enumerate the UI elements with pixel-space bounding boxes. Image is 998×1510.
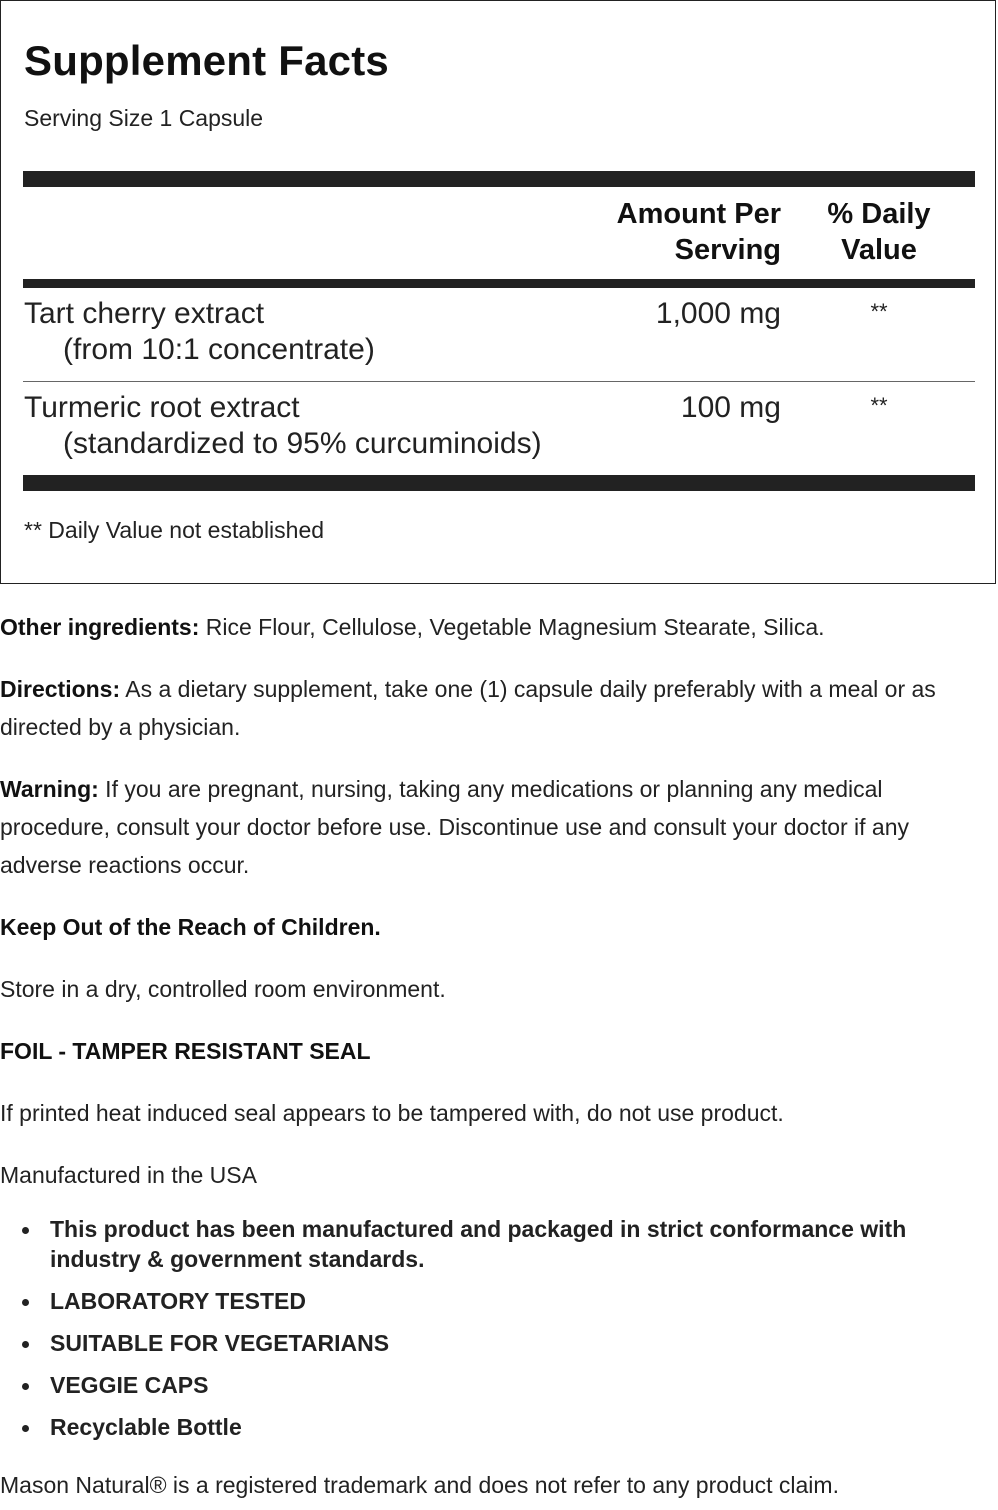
other-ingredients (0, 608, 996, 646)
other-ingredients-text: Rice Flour, Cellulose, Vegetable Magnesium Stearate, Silica. (199, 614, 825, 640)
nutrient-name: Turmeric root extract (24, 391, 300, 424)
directions (0, 670, 996, 746)
nutrient-name: Tart cherry extract (24, 297, 265, 330)
list-item (0, 1370, 996, 1400)
foil-seal-heading (0, 1032, 996, 1070)
header-divider (23, 279, 975, 288)
nutrient-subtext: (standardized to 95% curcuminoids) (63, 427, 542, 460)
supplement-facts-panel (0, 0, 996, 584)
warning-text: If you are pregnant, nursing, taking any medications or planning any medical procedure, consult your doctor before use. Discontinue use and consult your doctor if any adverse reactions occur. (0, 776, 910, 878)
facts-title: Supplement Facts (24, 37, 389, 84)
amount-header-line2: Serving (674, 234, 781, 266)
dv-header-line1: % Daily (827, 198, 931, 230)
bullet-icon (22, 1341, 29, 1348)
other-ingredients-label: Other ingredients: (0, 614, 200, 640)
list-item-text: Recyclable Bottle (50, 1414, 242, 1440)
feature-list (0, 1214, 996, 1454)
dv-header-line2: Value (841, 234, 917, 266)
amount-per-serving-header (617, 196, 781, 268)
list-item (0, 1286, 996, 1316)
list-item-text: LABORATORY TESTED (50, 1288, 306, 1314)
keep-out-of-reach (0, 908, 996, 946)
bullet-icon (22, 1425, 29, 1432)
nutrient-daily-value: ** (870, 393, 888, 418)
nutrient-subtext: (from 10:1 concentrate) (63, 333, 375, 366)
list-item (0, 1214, 996, 1274)
warning-label: Warning: (0, 776, 99, 802)
manufactured-in: Manufactured in the USA (0, 1162, 257, 1188)
thick-divider-bottom (23, 475, 975, 491)
list-item (0, 1328, 996, 1358)
directions-text: As a dietary supplement, take one (1) capsule daily preferably with a meal or as directed by a physician. (0, 676, 936, 740)
nutrient-amount: 100 mg (680, 391, 781, 424)
daily-value-footnote: ** Daily Value not established (24, 517, 325, 543)
directions-label: Directions: (0, 676, 121, 702)
storage-instructions: Store in a dry, controlled room environment. (0, 976, 446, 1002)
row-divider (23, 381, 975, 382)
serving-size: Serving Size 1 Capsule (24, 105, 264, 131)
daily-value-header (813, 196, 945, 268)
bullet-icon (22, 1383, 29, 1390)
bullet-icon (22, 1299, 29, 1306)
trademark-notice: Mason Natural® is a registered trademark and does not refer to any product claim. (0, 1472, 839, 1498)
warning (0, 770, 970, 884)
list-item-text: SUITABLE FOR VEGETARIANS (50, 1330, 390, 1356)
list-item-text: VEGGIE CAPS (50, 1372, 209, 1398)
nutrient-daily-value: ** (870, 299, 888, 324)
foil-seal-text: FOIL - TAMPER RESISTANT SEAL (0, 1038, 371, 1064)
amount-header-line1: Amount Per (616, 198, 781, 230)
seal-note: If printed heat induced seal appears to be tampered with, do not use product. (0, 1100, 784, 1126)
list-item (0, 1412, 996, 1442)
thick-divider-top (23, 171, 975, 187)
bullet-icon (22, 1227, 29, 1234)
nutrient-amount: 1,000 mg (655, 297, 781, 330)
keep-out-text: Keep Out of the Reach of Children. (0, 914, 381, 940)
list-item-text: This product has been manufactured and packaged in strict conformance with industry & government standards. (50, 1216, 907, 1272)
